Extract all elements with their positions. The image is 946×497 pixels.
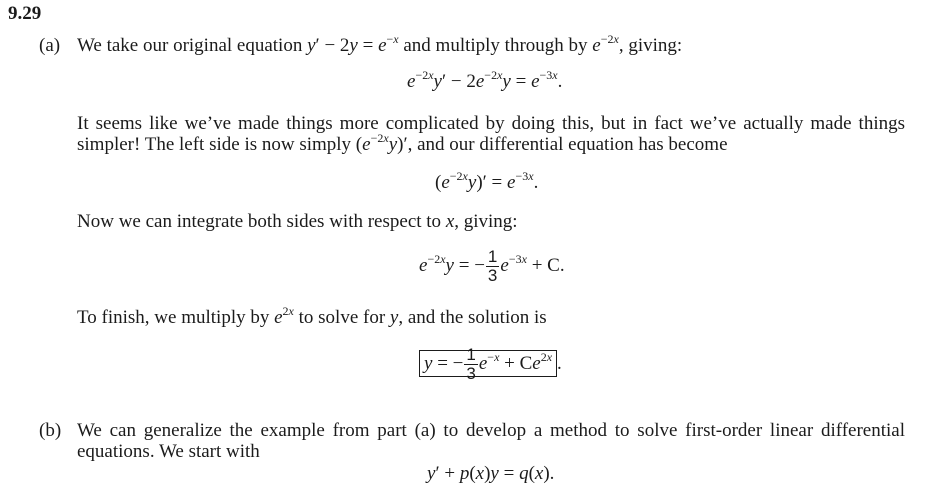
paragraph-2: Now we can integrate both sides with respect to x, giving: (77, 211, 518, 232)
equation-3: $e^{-2x}y$ = − $\frac{1}{3}$ $e^{-3x} + C$. (419, 247, 565, 285)
paragraph-3: To finish, we multiply by $e^{2x}$ to solve for y, and the solution is (77, 304, 547, 328)
part-b-line-2: equations. We start with (77, 441, 260, 462)
equation-5: y′ + p(x)y = q(x). (427, 463, 555, 484)
part-b-line-1: We can generalize the example from part (a) to develop a method to solve first-order linear differential (77, 420, 905, 441)
fraction-one-third-2: $\frac{1}{3}$ (466, 345, 476, 383)
paragraph-1-line-2: simpler! The left side is now simply $(e^{-2x}y)'$, and our differential equation has become (77, 131, 728, 155)
equation-2: $(e^{-2x}y)' = e^{-3x}$. (435, 169, 539, 193)
part-b-label: (b) (39, 420, 62, 441)
paragraph-1-line-1: It seems like we’ve made things more complicated by doing this, but in fact we’ve actually made things (77, 113, 905, 134)
part-a-intro: We take our original equation $y' - 2y = e^{-x}$ and multiply through by $e^{-2x}$, giving: (77, 32, 683, 56)
fraction-one-third: $\frac{1}{3}$ (487, 247, 498, 285)
part-a-label: (a) (39, 35, 61, 56)
equation-4-boxed: y = − $\frac{1}{3}$ $e^{-x} + Ce^{2x}$ . (419, 346, 562, 383)
equation-1: $e^{-2x}y' - 2e^{-2x}y = e^{-3x}$. (407, 68, 563, 92)
problem-number: 9.29 (8, 3, 42, 24)
